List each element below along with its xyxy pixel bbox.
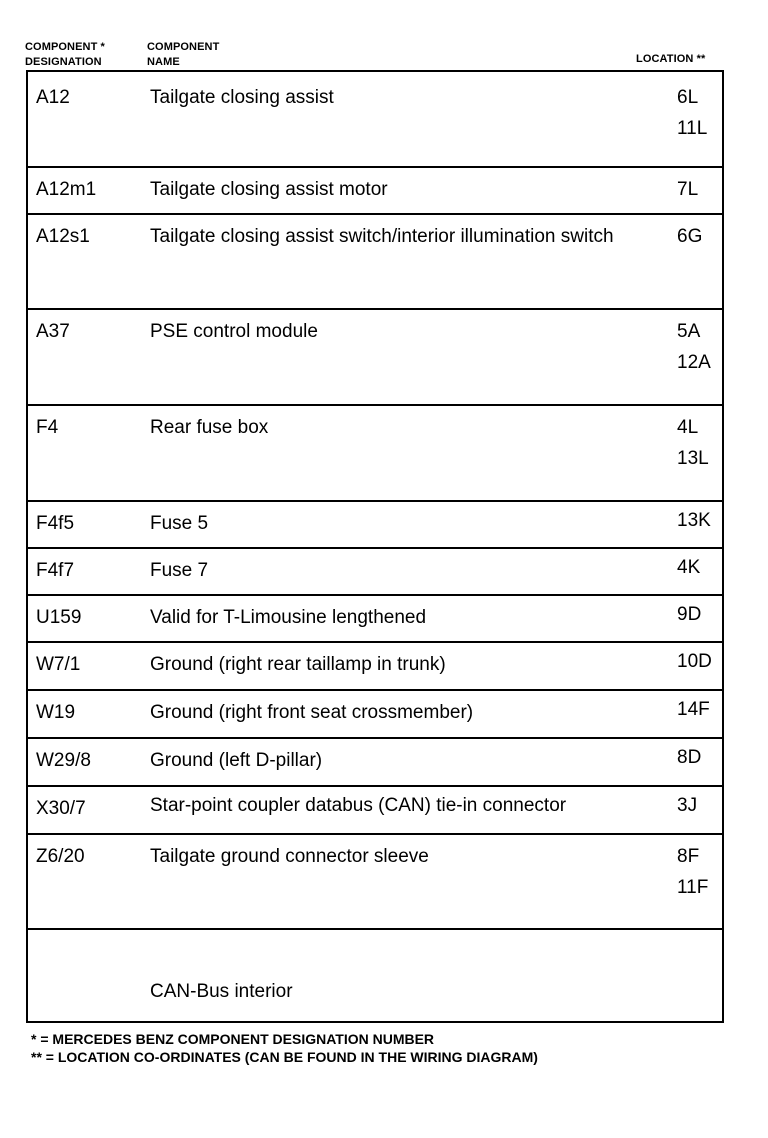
component-name: Fuse 5 (150, 513, 209, 534)
component-location (677, 599, 701, 630)
footnote-designation: * = MERCEDES BENZ COMPONENT DESIGNATION NUMBER (31, 1031, 435, 1047)
component-designation: F4f5 (36, 513, 75, 534)
component-name: Tailgate closing assist motor (150, 179, 388, 200)
component-name: Ground (left D-pillar) (150, 750, 323, 771)
table-row (28, 594, 722, 641)
header-designation-line-1: COMPONENT * (25, 41, 105, 53)
component-location (677, 505, 711, 536)
component-name: Tailgate ground connector sleeve (150, 846, 429, 867)
location-coordinate: 3J (677, 795, 698, 816)
component-location (677, 790, 697, 821)
component-designation: A12m1 (36, 179, 97, 200)
table-row (28, 166, 722, 213)
component-location (677, 221, 702, 252)
table-row (28, 833, 722, 928)
table-row (28, 641, 722, 689)
component-designation: A37 (36, 321, 70, 342)
location-coordinate: 11L (677, 118, 708, 139)
header-component-name (147, 40, 219, 70)
location-coordinate: 12A (677, 352, 711, 373)
location-coordinate: 6G (677, 226, 703, 247)
header-component-designation (25, 40, 105, 70)
component-designation: W7/1 (36, 654, 81, 675)
header-name-line-1: COMPONENT (147, 41, 220, 53)
component-name: Tailgate closing assist (150, 87, 334, 108)
component-designation: Z6/20 (36, 846, 85, 867)
component-location (677, 552, 700, 583)
table-row (28, 689, 722, 737)
location-coordinate: 9D (677, 604, 702, 625)
component-location (677, 742, 701, 773)
location-coordinate: 13K (677, 510, 711, 531)
header-designation-line-2: DESIGNATION (25, 56, 102, 68)
component-designation: X30/7 (36, 798, 86, 819)
component-location (677, 841, 708, 903)
table-row (28, 500, 722, 547)
component-designation: A12s1 (36, 226, 90, 247)
component-name: Star-point coupler databus (CAN) tie-in connector (150, 795, 567, 816)
header-location: LOCATION ** (636, 53, 706, 65)
location-coordinate: 6L (677, 87, 699, 108)
component-name: Ground (right rear taillamp in trunk) (150, 654, 446, 675)
component-name: PSE control module (150, 321, 318, 342)
component-location (677, 174, 698, 205)
header-name-line-2: NAME (147, 56, 180, 68)
component-designation: U159 (36, 607, 82, 628)
location-coordinate: 11F (677, 877, 709, 898)
location-coordinate: 8F (677, 846, 700, 867)
table-row (28, 404, 722, 500)
table-row (28, 547, 722, 594)
location-coordinate: 13L (677, 448, 709, 469)
component-designation: F4f7 (36, 560, 75, 581)
legend-box (28, 928, 722, 1023)
component-location (677, 646, 712, 677)
table-row (28, 785, 722, 833)
footnote-location: ** = LOCATION CO-ORDINATES (CAN BE FOUND IN THE WIRING DIAGRAM) (31, 1049, 538, 1065)
component-designation: F4 (36, 417, 59, 438)
component-designation: A12 (36, 87, 70, 108)
table-row (28, 308, 722, 404)
component-table (26, 70, 724, 1023)
component-designation: W29/8 (36, 750, 91, 771)
component-location (677, 412, 709, 474)
component-designation: W19 (36, 702, 76, 723)
table-row (28, 737, 722, 785)
location-coordinate: 7L (677, 179, 699, 200)
component-name: Tailgate closing assist switch/interior illumination switch (150, 226, 614, 247)
component-name: Fuse 7 (150, 560, 209, 581)
location-coordinate: 10D (677, 651, 712, 672)
location-coordinate: 4K (677, 557, 701, 578)
component-location (677, 694, 710, 725)
component-name: Rear fuse box (150, 417, 269, 438)
location-coordinate: 14F (677, 699, 710, 720)
component-location (677, 316, 711, 378)
legend-label: CAN-Bus interior (150, 981, 293, 1002)
component-name: Ground (right front seat crossmember) (150, 702, 474, 723)
component-name: Valid for T-Limousine lengthened (150, 607, 427, 628)
component-location (677, 82, 707, 144)
location-coordinate: 4L (677, 417, 699, 438)
location-coordinate: 8D (677, 747, 702, 768)
table-row (28, 213, 722, 308)
location-coordinate: 5A (677, 321, 701, 342)
table-row (28, 70, 722, 166)
